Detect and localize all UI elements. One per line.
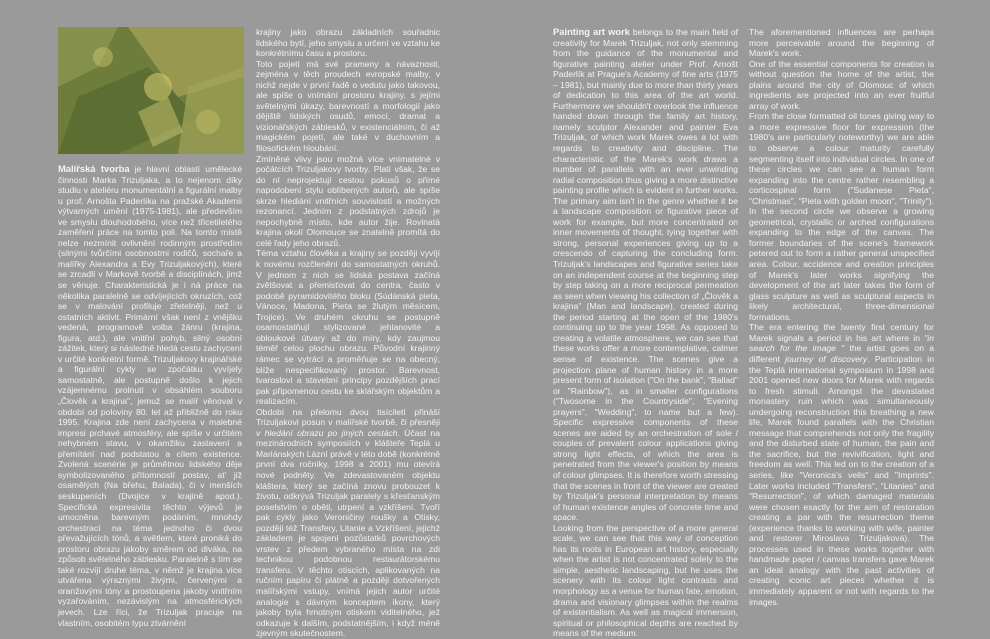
czech-paragraph-1 [58, 164, 242, 628]
czech-paragraph-2: krajiny jako obrazu základních souřadnic lidského bytí, jeho smyslu a určení ve vztahu ke konkrétnímu času a prostoru. [256, 27, 440, 59]
english-text-6c: . Participation in the Teplá international symposium in 1998 and 2001 opened new doors for Marek with regards to fresh stimuli. Amongst the devastated monastery ruin which was simultaneously undergoing reconstruction this breathing a new life, Marek found parallels with the Christian message that comprehends not only the fragility and the disturbed state of human, the pain and the sacrifice, but the revivification, light and freedom as well. This led on to the creation of a series, like "Veronica's veils" and "Imprints". Later works included "Transfers", "Litanies" and "Resurrection", of which damaged materials were chosen exactly for the aim of restoration creating a par with the resurrection theme (experience thanks to working with wife, painter and restorer Miroslava Trizuljaková). The processes used in these works together with handmade paper / canvas transfers gave Marek an ideal analogy with the past activities of creating iconic art pieces whether it is immediately apparent or not with regards to the images. [749, 353, 934, 607]
english-emphasis-1: "in search for the image " [749, 332, 934, 354]
czech-paragraph-6 [256, 407, 440, 639]
czech-text-6a: Období na přelomu dvou tisíciletí přináší Trizuljakovi posun v malířské tvorbě, či přesněji [256, 406, 440, 428]
english-paragraph-3: The aforementioned influences are perhaps more perceivable around the beginning of Marek's work. [749, 27, 934, 59]
czech-heading: Malířská tvorba [58, 163, 130, 174]
english-paragraph-4: One of the essential components for creation is without question the home of the artist, the plains around the city of Olomouc of which ingredients are projected into an ever fruitful array of work. [749, 58, 934, 111]
czech-emphasis: v hledání obrazu po jiných cestách [256, 427, 398, 438]
english-column-2 [749, 27, 934, 607]
english-text-6a: The era entering the twenty first century for Marek signals a period in his art where in [749, 322, 934, 343]
english-emphasis-2: journey of discovery [785, 353, 868, 364]
english-paragraph-6 [749, 322, 934, 607]
czech-text-6b: . Účast na mezinárodních symposiích v klášteře Teplá u Mariánských Lázní právě v této době (konkrétně první dva ročníky, 1998 a 2001) mu otevírá nové podněty. Ve zdevastovaném objektu kláštera, který se začíná znovu probouzet k životu, odkrývá Trizuljak paralely s křesťanským poselstvím o oběti, utrpení a vzkříšení. Tvoří pak cykly jako Veroničiny roušky a Otisky, později též Transfery, Litanie a Vzkříšení, jejichž základem je spojení pozůstatků povrchových vrstev z předem vybraného místa na zdi technikou podobnou restaurátorskému transferu. V těchto otiscích, aplikovaných na ručním papíru či plátně a později dotvořených malířskými vstupy, vnímá jejich autor určité analogie s dávným konceptem ikony, který jakoby byla hmotným otiskem viditelného, jež odkazuje k dalším, podstatnějším, i když méně zjevným skutečnostem. [256, 427, 440, 639]
english-paragraph-5: From the close formatted oil tones giving way to a more expressive floor for expression (the 1980's are particularly noteworthy) we are able to observe a colour maturity carefully segmenting itself into individual circles. In one of these circles we can see a human form expanding into the centre rather resembling a corticospinal form ("Sudanese Pieta", "Christmas", "Pieta with golden moon", "Trinity"). In the second circle we observe a growing geometrical, crystallic or arched configurations expanding to the edge of the canvas. The former boundaries of the scene's framework petered out to form a rather general unspecified area. Colour, accidence and creation principles of Marek's later works signifying the development of the art later takes the form of glass sculpture as well as sculptural aspects in likely architectural, three-dimensional formations. [749, 111, 934, 322]
english-paragraph-2: Looking from the perspective of a more general scale, we can see that this way of conception has its roots in European art history, especially when the artist is not concentrated solely to the simple, aesthetic landscaping, but he uses the scenery with its colour light contrasts and morphology as a venue for human fate, emotion, drama and visionary glimpses within the realms of existentialism. As well as magical immersion, spiritual or philosophical depths are reached by means of the medium. [553, 522, 738, 639]
czech-paragraph-5: Téma vztahu člověka a krajiny se později vyvíjí k novému rozčlenění do samostatných okruhů. V jednom z nich se lidská postava začíná zvětšovat a přemisťovat do centra, často v podobě pyramidovitého bloku (Súdánská pieta, Vánoce, Madona, Pieta se žlutým měsícem, Trojice). Ve druhém okruhu se postupně osamostatňují stylizované jehlanovité a obloukové útvary až do míry, kdy zaujmou téměř celou plochu obrazu. Původní krajinný rámec se vytrácí a proměňuje se na obecný, blíže nespecifikovaný prostor. Barevnost, tvarosloví a stavební principy pozdějších prací pak připomenou cestu ke sklářským objektům a realizacím. [256, 248, 440, 407]
czech-paragraph-4: Zmíněné vlivy jsou možná více vnímatelné v počátcích Trizuljakovy tvorby. Platí však, že se do ní neprojektují cestou pokusů o přímé napodobení stylu oblíbených autorů, ale spíše skrze hlediání vnitřních souvislostí a možných rezonancí. Jedním z podstatných zdrojů je nepochybně místo, kde autor žije. Rovinatá krajina okolí Olomouce se znatelně promítá do celé řady jeho obrazů. [256, 153, 440, 248]
english-text-6b: the artist goes on a different [749, 343, 934, 364]
czech-column-1 [58, 164, 242, 628]
czech-text-1: je hlavní oblastí umělecké činnosti Marka Trizuljaka, a to nejenom díky studiu v ateliéru monumentální a figurální malby u prof. Arnošta Paderlíka na pražské Akademii výtvarných umění (1975-1981), ale především ve smyslu dlouhodobého, více než třicetiletého zaměření práce na tomto poli. Na tomto místě nelze nezmínit ovlivnění rodinným prostředím (silnými tvůrčími osobnostmi rodičů, sochaře a malířky Alexandra a Evy Trizuljakových), které se zrcadlí v Markově tvorbě a disciplínách, jimž se věnuje. Charakteristická je i ná práce na několika paralelně se odvíjejících okruzích, což se v malování profiluje zřetelněji, než u ostatních aktivit. Primární však není z vnějšku vedená, programově volba žánru (krajina, figura, atd.), ale vnitřní pohyb, silný osobní zážitek, který si následně hledá cestu zachycení v určité konkrétní formě. Trizuljakovy krajinářské a figurální cykly se zpočátku vyvíjely samostatně, ale postupně došlo k jejich vzájemnému prolnutí v obsáhlém souboru „Člověk a krajina", jemuž se malíř věnoval v období od poloviny 80. let až přibližně do roku 1995. Krajina zde není zachycena v malebné impresi prchavé atmosféry, ale spíše v určitém nehybném stavu, v okamžiku zastavení a přemítání nad podstatou a cílem existence. Zvolená scenérie je průmětnou lidského děje symbolizovaného přítomností postav, at' již osamělých (Na břehu, Balada), či v menších seskupeních (Dvojice v krajině apod.). Specifická expresivita těchto výjevů je umocněna barevným podáním, mnohdy orchestrací na téma jednoho či dvou převažujících tónů, a světlem, které proniká do prostoru obrazu jakoby směrem od diváka, na způsob světelného záblesku. Paralelně s tím se také rozvíjí druhé téma, v němž je krajina více utvářena výraznými živými, červenými a oranžovými tóny a prostoupena jakoby vnitřním vyzařováním, nezávislým na atmosférických jevech. Lze říci, že Trizuljak pracuje na vlastním, osobitém typu ztvárnění [58, 164, 242, 628]
painting-photo [58, 27, 244, 154]
english-text-1: belongs to the main field of creativity for Marek Trizuljak, not only stemming from the guidance of the monumental and figurative painting atelier under Prof. Arnošt Paderlík at Prague's Academy of fine arts (1975 – 1981), but mainly due to more than thirty years of dedication to this area of the art world. Furthermore we shouldn't overlook the influence handed down through the family art history, namely sculptor Alexander and painter Eva Trizuljak, of which work Marek owes a lot with regards to creativity and discipline. The characteristic of the Marek's work draws a number of parallels with an ever unwinding radial composition thus giving a more distinctive painting profile which is evident in further works. The primary aim isn't in the genre whether it be a landscape composition or figurative piece of work for example, but more concentrated on inner movements of thought, tying together with strong, personal experiences giving up to a crescendo of capturing the concluding form. Trizuljak's landscapes and figurative series take on an independent course at the beginning step by step taking on a more reciprocal permeation as seen when viewing his collection of „Člověk a krajina" (Man and landscape), created during the period starting at the open of the 1980's continuing up to the year 1998. As opposed to creating a volatile atmosphere, we can see that these works offer a more contemplative, calmer sense of existence. The scenes give a projection plane of human history in a more present form of isolation ("On the bank", "Ballad" or "Rainbow"), as in smaller configurations ("Twosome in the Countryside", "Evening prayers", "Wedding", to name but a few). Specific expressive components of these scenes are aided by an orchestration of sole / couples of prevalent colour applications giving strong light effects, of which the area is penetrated from the viewer's position by means of colour glimpses. It is therefore worth stressing that the scenes in front of the viewer are created by Trizuljak's personal interpretation by means of human existence angles of concrete time and space. [553, 27, 738, 523]
english-paragraph-1 [553, 27, 738, 523]
painting-image [58, 27, 244, 154]
czech-paragraph-3: Toto pojetí má své prameny a návaznosti, zejména v těch proudech evropské malby, v nichž nejde v první řadě o vedutu jako takovou, ale spíše o vnímání prostoru krajiny, s jejími světelnými úkazy, barevností a morfologií jako dějiště lidských osudů, emocí, dramat a vizionářských záblesků, v existenciálním, či až magickém pojetí, ale také v duchovním a filosofickém hloubání. [256, 58, 440, 154]
english-heading: Painting art work [553, 26, 631, 37]
english-column-1 [553, 27, 738, 639]
czech-column-2 [256, 27, 440, 639]
